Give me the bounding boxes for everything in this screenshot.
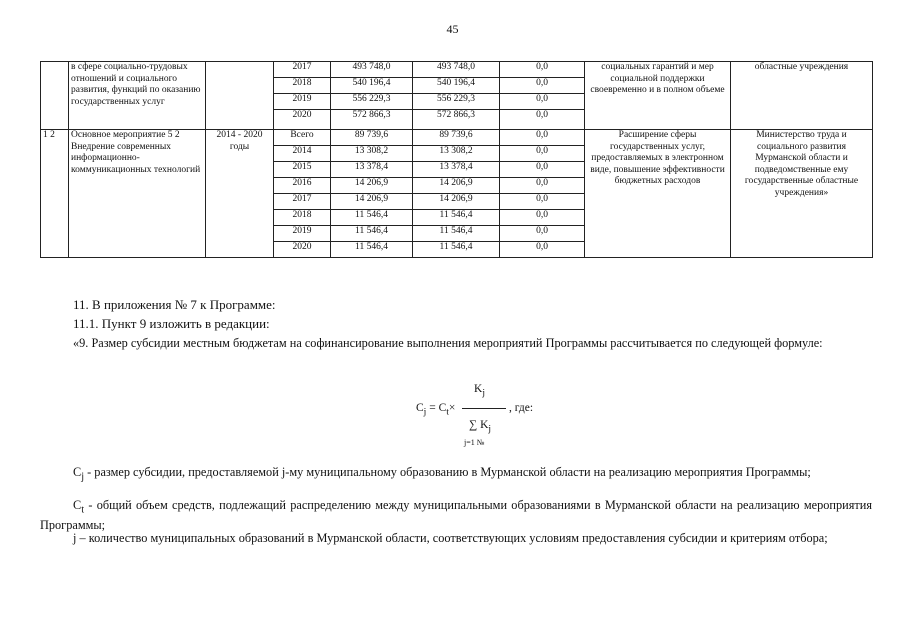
- budget-cell: 493 748,0: [413, 62, 500, 78]
- total-cell: 13 378,4: [331, 162, 413, 178]
- budget-cell: 572 866,3: [413, 110, 500, 130]
- year-cell: 2016: [274, 178, 331, 194]
- year-cell: 2019: [274, 94, 331, 110]
- row-index: [41, 62, 69, 130]
- other-cell: 0,0: [500, 110, 585, 130]
- total-cell: 11 546,4: [331, 242, 413, 258]
- row-index: 1 2: [41, 130, 69, 258]
- year-cell: 2020: [274, 110, 331, 130]
- result-cell: социальных гарантий и мер социальной поддержки своевременно и в полном объеме: [585, 62, 731, 130]
- total-cell: 13 308,2: [331, 146, 413, 162]
- total-cell: 493 748,0: [331, 62, 413, 78]
- table-body-a: [41, 62, 873, 130]
- definition-j: j – количество муниципальных образований в Мурманской области, соответствующих условиям предоставления субсидии и критериям отбора;: [73, 531, 828, 545]
- year-cell: 2017: [274, 62, 331, 78]
- other-cell: 0,0: [500, 210, 585, 226]
- subsection-heading: 11.1. Пункт 9 изложить в редакции:: [73, 316, 270, 331]
- executor-cell: Министерство труда и социального развития Мурманской области и подведомственные ему государственные областные учреждения»: [731, 130, 873, 258]
- budget-cell: 556 229,3: [413, 94, 500, 110]
- total-cell: 11 546,4: [331, 210, 413, 226]
- year-cell: 2020: [274, 242, 331, 258]
- total-cell: 14 206,9: [331, 194, 413, 210]
- other-cell: 0,0: [500, 130, 585, 146]
- fraction-bar: [462, 408, 506, 409]
- total-cell: 14 206,9: [331, 178, 413, 194]
- formula-tail: , где:: [509, 402, 534, 414]
- year-cell: 2019: [274, 226, 331, 242]
- table-body-b: [41, 130, 873, 258]
- period-cell: [206, 62, 274, 130]
- budget-cell: 11 546,4: [413, 210, 500, 226]
- measure-name: Основное мероприятие 5 2 Внедрение современных информационно-коммуникационных технологий: [69, 130, 206, 258]
- total-cell: 89 739,6: [331, 130, 413, 146]
- program-table: [40, 61, 873, 258]
- definition-ct: $C_t$ - общий объем средств, подлежащий распределению между муниципальными образованиями в Мурманской области на реализацию мероприятия Программы;: [40, 498, 872, 532]
- budget-cell: 11 546,4: [413, 226, 500, 242]
- total-cell: 540 196,4: [331, 78, 413, 94]
- formula-lhs: $C_j = C_t\times$: [416, 402, 456, 418]
- table-row: [41, 130, 873, 146]
- definition-cj: $C_j$ - размер субсидии, предоставляемой j-му муниципальному образованию в Мурманской области на реализацию мероприятия Программы;: [73, 465, 811, 483]
- other-cell: 0,0: [500, 146, 585, 162]
- other-cell: 0,0: [500, 194, 585, 210]
- total-cell: 556 229,3: [331, 94, 413, 110]
- page-number: 45: [446, 22, 459, 36]
- section-heading: 11. В приложения № 7 к Программе:: [73, 297, 276, 312]
- other-cell: 0,0: [500, 62, 585, 78]
- total-cell: 572 866,3: [331, 110, 413, 130]
- formula-denominator: ∑ $K_j$: [469, 419, 492, 435]
- year-cell: 2015: [274, 162, 331, 178]
- year-cell: 2017: [274, 194, 331, 210]
- budget-cell: 14 206,9: [413, 178, 500, 194]
- budget-cell: 14 206,9: [413, 194, 500, 210]
- other-cell: 0,0: [500, 178, 585, 194]
- result-cell: Расширение сферы государственных услуг, предоставляемых в электронном виде, повышение эффективности бюджетных расходов: [585, 130, 731, 258]
- budget-cell: 89 739,6: [413, 130, 500, 146]
- other-cell: 0,0: [500, 242, 585, 258]
- year-cell: Всего: [274, 130, 331, 146]
- year-cell: 2018: [274, 78, 331, 94]
- measure-name: в сфере социально-трудовых отношений и социального развития, функций по оказанию государственных услуг: [69, 62, 206, 130]
- table-row: [41, 62, 873, 78]
- formula-numerator: $K_j$: [474, 383, 485, 399]
- total-cell: 11 546,4: [331, 226, 413, 242]
- executor-cell: областные учреждения: [731, 62, 873, 130]
- other-cell: 0,0: [500, 226, 585, 242]
- budget-cell: 11 546,4: [413, 242, 500, 258]
- budget-cell: 13 378,4: [413, 162, 500, 178]
- year-cell: 2018: [274, 210, 331, 226]
- year-cell: 2014: [274, 146, 331, 162]
- paragraph-intro: «9. Размер субсидии местным бюджетам на софинансирование выполнения мероприятий Программы рассчитывается по следующей формуле:: [73, 336, 823, 350]
- period-cell: 2014 - 2020 годы: [206, 130, 274, 258]
- budget-cell: 540 196,4: [413, 78, 500, 94]
- formula-limits: j=1 №: [464, 438, 485, 447]
- other-cell: 0,0: [500, 162, 585, 178]
- other-cell: 0,0: [500, 78, 585, 94]
- budget-cell: 13 308,2: [413, 146, 500, 162]
- other-cell: 0,0: [500, 94, 585, 110]
